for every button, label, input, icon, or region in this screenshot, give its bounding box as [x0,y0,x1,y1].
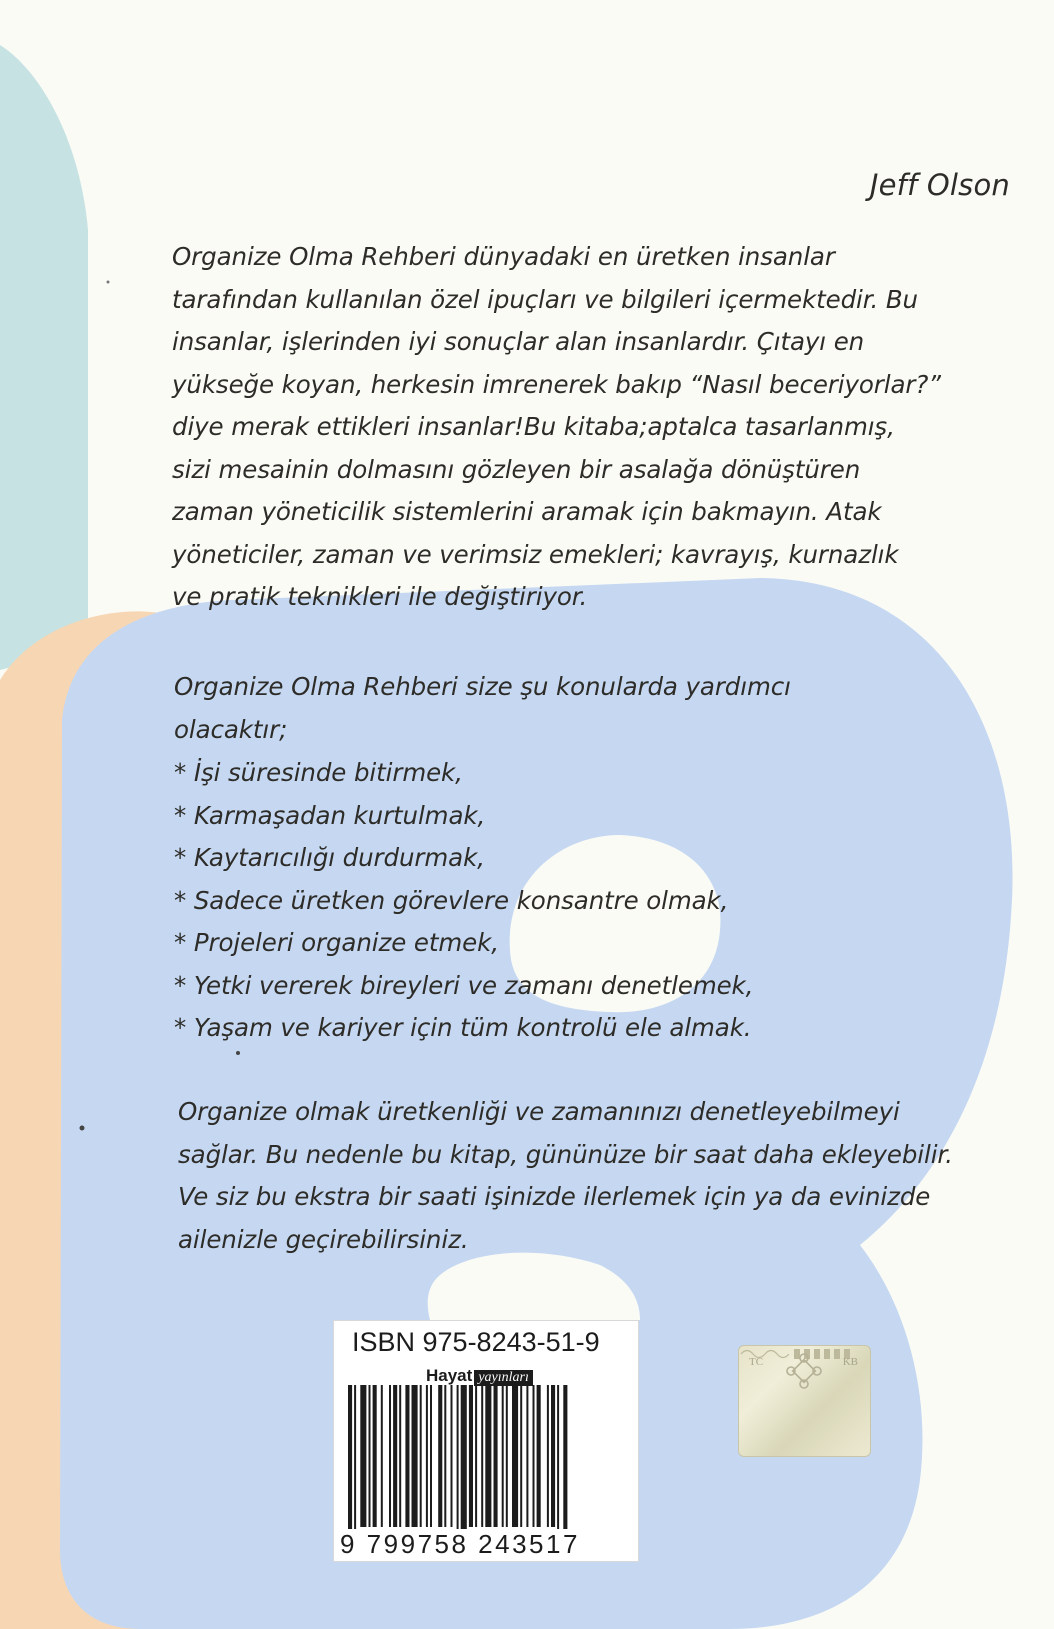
barcode-bar [373,1385,377,1527]
paragraph-line: Ve siz bu ekstra bir saati işinizde ilerlemek için ya da evinizde [178,1182,931,1211]
barcode-bar [557,1385,559,1535]
teal-band-shape [0,45,88,670]
barcode-bar [485,1385,491,1527]
paragraph-line: yükseğe koyan, herkesin imrenerek bakıp “Nasıl beceriyorlar?” [172,369,941,399]
barcode-bar [412,1385,418,1527]
barcode-digits: 9 799758 243517 [340,1529,580,1559]
paragraph-line: olacaktır; [174,714,288,744]
paragraph-line: tarafından kullanılan özel ipuçları ve bilgileri içermektedir. Bu [172,284,918,314]
speck-dot [80,1126,85,1131]
closing-paragraph [178,1091,953,1261]
speck-dot [236,1051,240,1055]
barcode-bar [354,1385,356,1535]
barcode-bar [451,1385,453,1527]
publisher-sub: yayınları [474,1370,533,1386]
knot-emblem-icon [785,1352,823,1390]
speck-dot [107,281,110,284]
barcode-bar [520,1385,522,1527]
list-item: * Yetki vererek bireyleri ve zamanı denetlemek, [174,970,754,1000]
list-item: * Karmaşadan kurtulmak, [174,800,486,830]
paragraph-line: Organize olmak üretkenliği ve zamanınızı denetleyebilmeyi [178,1097,900,1126]
barcode-bar [475,1385,477,1527]
barcode-bar [393,1385,397,1527]
barcode-bar [533,1385,535,1527]
barcode-bar [430,1385,432,1527]
paragraph-line: diye merak ettikleri insanlar!Bu kitaba;aptalca tasarlanmış, [172,412,895,441]
barcode-bar [537,1385,541,1527]
benefits-list [174,752,874,1050]
barcode-bar [381,1385,383,1527]
publisher-brand: Hayat [426,1366,473,1385]
paragraph-line: Organize Olma Rehberi dünyadaki en üretken insanlar [172,242,835,271]
author-name: Jeff Olson [869,168,1010,202]
isbn-number: ISBN 975-8243-51-9 [352,1327,600,1357]
barcode-bar [399,1385,401,1527]
barcode-bar [526,1385,528,1527]
hologram-sticker [738,1345,871,1457]
list-item: * Kaytarıcılığı durdurmak, [174,843,485,872]
barcode-bar [469,1385,473,1527]
list-item: * Projeleri organize etmek, [174,928,499,957]
barcode-bar [426,1385,428,1527]
barcode-bar [444,1385,446,1527]
intro-to-list-paragraph [174,666,874,751]
barcode-bar [457,1385,459,1535]
hologram-left-label: TC [749,1356,764,1368]
paragraph-line: zaman yöneticilik sistemlerini aramak için bakmayın. Atak [172,497,882,526]
barcode-bar [512,1385,518,1527]
isbn-barcode-label [333,1320,639,1562]
paragraph-line: sağlar. Bu nedenle bu kitap, gününüze bir saat daha ekleyebilir. [178,1139,953,1169]
barcode-bar [405,1385,409,1527]
barcode-bar [461,1385,467,1535]
list-item: * Yaşam ve kariyer için tüm kontrolü ele almak. [174,1013,752,1042]
barcode-bar [481,1385,483,1527]
publisher-logo [426,1366,533,1386]
barcode-bar [369,1385,371,1527]
paragraph-line: ve pratik teknikleri ile değiştiriyor. [172,582,588,611]
barcode-bar [438,1385,442,1527]
paragraph-line: Organize Olma Rehberi size şu konularda yardımcı [174,672,791,701]
barcode-bar [360,1385,366,1527]
hologram-pattern [739,1346,789,1362]
paragraph-line: ailenizle geçirebilirsiniz. [178,1224,469,1254]
description-paragraph [172,236,941,619]
paragraph-line: insanlar, işlerinden iyi sonuçlar alan insanlardır. Çıtayı en [172,327,865,356]
barcode-bar [389,1385,391,1527]
barcode-bar [494,1385,498,1527]
barcode-bar [563,1385,567,1535]
barcode-bar [551,1385,555,1527]
barcode-bar [420,1385,422,1527]
list-item: * İşi süresinde bitirmek, [174,758,463,787]
paragraph-line: sizi mesainin dolmasını gözleyen bir asalağa dönüştüren [172,454,861,484]
barcode-bar [547,1385,549,1527]
list-item: * Sadece üretken görevlere konsantre olmak, [174,885,729,915]
paragraph-line: yöneticiler, zaman ve verimsiz emekleri; kavrayış, kurnazlık [172,539,899,569]
barcode-bars [348,1385,624,1535]
hologram-right-label: KB [842,1356,858,1368]
barcode-bar [506,1385,508,1527]
barcode-bar [348,1385,352,1535]
barcode-bar [502,1385,504,1527]
